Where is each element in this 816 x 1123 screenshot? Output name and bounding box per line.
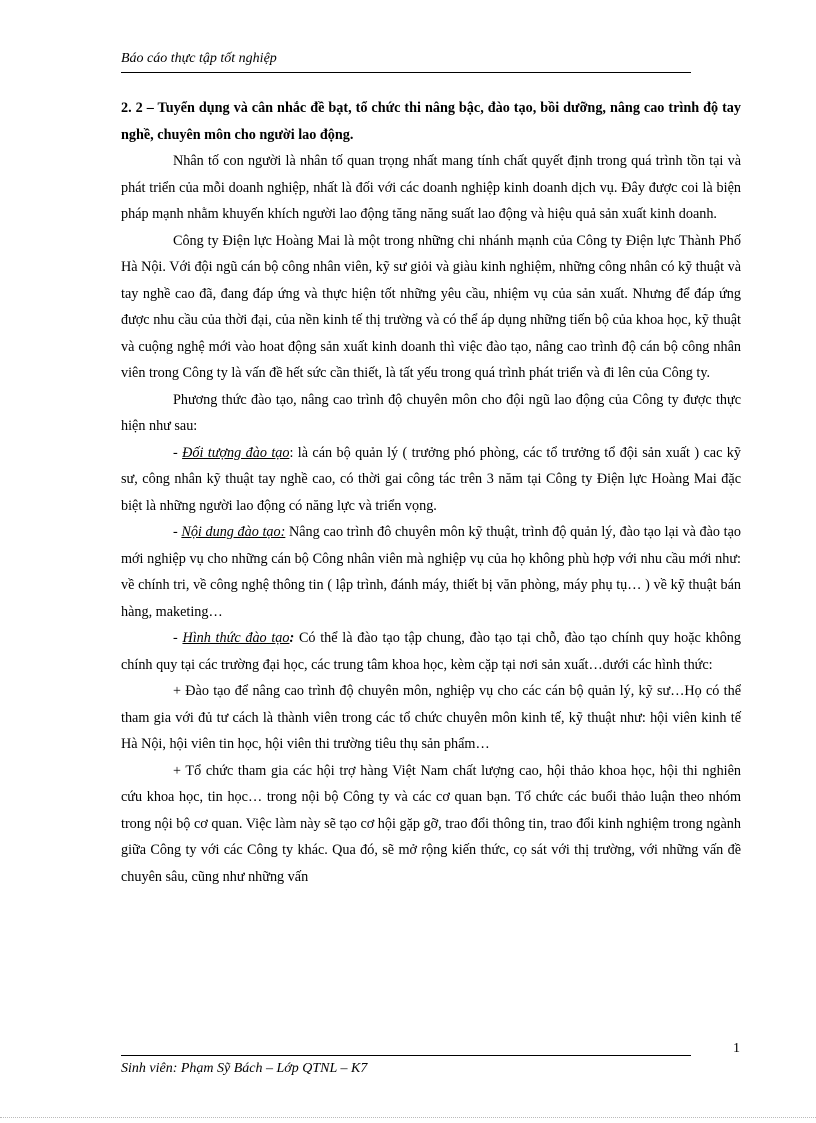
page-header: Báo cáo thực tập tốt nghiệp [121, 51, 277, 66]
paragraph-2: Công ty Điện lực Hoàng Mai là một trong những chi nhánh mạnh của Công ty Điện lực Thành Phố Hà Nội. Với đội ngũ cán bộ công nhân viên, kỹ sư giỏi và giàu kinh nghiệm, những công nhân có kỹ thuật và tay nghề cao đã, đang đáp ứng và thực hiện tốt những yêu cầu, nhiệm vụ của sản xuất. Nhưng để đáp ứng được nhu cầu của thời đại, của nền kinh tế thị trường và có thể áp dụng những tiến bộ của khoa học, kỹ thuật và cuộng nghệ mới vào hoat động sản xuất kinh doanh thì việc đào tạo, nâng cao trình độ cán bộ công nhân viên trong Công ty là vấn đề hết sức cần thiết, là tất yếu trong quá trình phát triển và đi lên của Công ty. [121, 232, 741, 381]
list-item-prefix: - [173, 444, 183, 461]
page-bottom-border [0, 1117, 816, 1118]
page-number: 1 [733, 1041, 740, 1056]
training-form-colon: : [289, 630, 295, 646]
document-body [121, 95, 741, 890]
training-form-label: Hình thức đào tạo [182, 630, 290, 646]
footer-divider [121, 1055, 691, 1056]
paragraph-3: Phương thức đào tạo, nâng cao trình độ chuyên môn cho đội ngũ lao động của Công ty được thực hiện như sau: [121, 391, 741, 434]
sub-item-1: + Đào tạo để nâng cao trình độ chuyên môn, nghiệp vụ cho các cán bộ quản lý, kỹ sư…Họ có thể tham gia với đủ tư cách là thành viên trong các tổ chức chuyên môn kinh tế, kỹ thuật như: hội viên kinh tế Hà Nội, hội viên tin học, hội viên thi trường tiêu thụ sản phẩm… [121, 683, 741, 752]
list-item-training-form [121, 625, 741, 678]
paragraph-1: Nhân tố con người là nhân tố quan trọng nhất mang tính chất quyết định trong quá trình tồn tại và phát triển của mỗi doanh nghiệp, nhất là đối với các doanh nghiệp kinh doanh dịch vụ. Đây được coi là biện pháp mạnh nhằm khuyến khích người lao động tăng năng suất lao động và hiệu quả sản xuất kinh doanh. [121, 153, 741, 222]
sub-item-2: + Tổ chức tham gia các hội trợ hàng Việt Nam chất lượng cao, hội thảo khoa học, hội thi nghiên cứu khoa học, tin học… trong nội bộ Công ty và các cơ quan bạn. Tổ chức các buổi thảo luận theo nhóm trong nội bộ cơ quan. Việc làm này sẽ tạo cơ hội gặp gỡ, trao đổi thông tin, trao đổi kinh nghiệm trong ngành giữa Công ty với các Công ty khác. Qua đó, sẽ mở rộng kiến thức, cọ sát với thị trường, với những vấn đề chuyên sâu, cũng như những vấn [121, 762, 741, 885]
training-content-text: Nâng cao trình đô chuyên môn kỹ thuật, trình độ quản lý, đào tạo lại và đào tạo mới nghiệp vụ cho những cán bộ Công nhân viên mà nghiệp vụ của họ không phù hợp với nhu cầu mới như: về chính tri, về công nghệ thông tin ( lập trình, đánh máy, thiết bị văn phòng, máy phụ tụ… ) về kỹ thuật bán hàng, maketing… [121, 524, 741, 620]
training-target-label: Đối tượng đào tạo [182, 444, 290, 461]
list-item-training-content [121, 519, 741, 625]
training-target-text: : là cán bộ quản lý ( trưởng phó phòng, các tổ trưởng tổ đội sản xuất ) cac kỹ sư, công nhân kỹ thuật tay nghề cao, có thời gai công tác trên 3 năm tại Công ty Điện lực Hoàng Mai đặc biệt là những người lao động có năng lực và triển vọng. [121, 444, 741, 514]
header-divider [121, 72, 691, 73]
section-heading: 2. 2 – Tuyển dụng và cân nhắc đề bạt, tổ chức thi nâng bậc, đào tạo, bồi dưỡng, nâng cao trình độ tay nghề, chuyên môn cho người lao động. [121, 100, 741, 143]
training-content-label: Nội dung đào tạo: [181, 524, 286, 540]
training-form-text: Có thể là đào tạo tập chung, đào tạo tại chỗ, đào tạo chính quy hoặc không chính quy tại các trường đại học, các trung tâm khoa học, kèm cặp tại nơi sản xuất…dưới các hình thức: [121, 630, 741, 673]
list-item-training-target [121, 440, 741, 520]
list-item-prefix: - [173, 524, 182, 540]
list-item-prefix: - [173, 630, 183, 646]
page-footer: Sinh viên: Phạm Sỹ Bách – Lớp QTNL – K7 [121, 1061, 368, 1076]
